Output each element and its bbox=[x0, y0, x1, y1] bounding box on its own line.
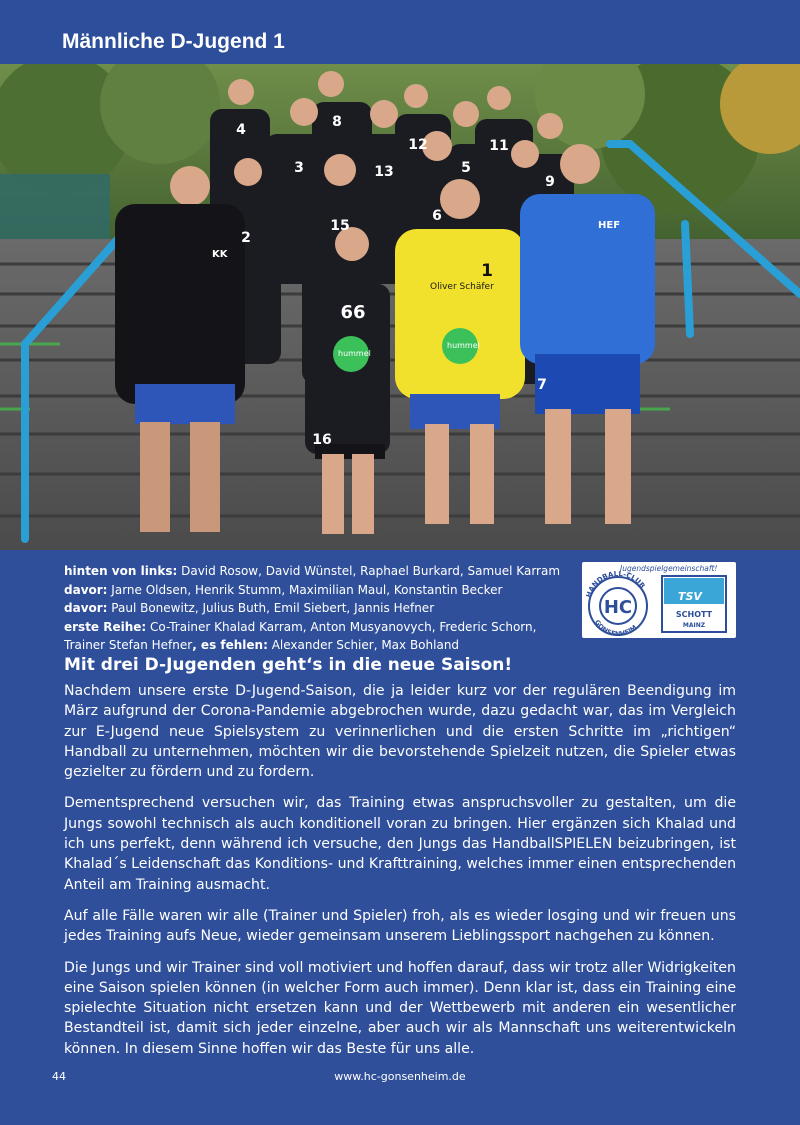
caption-line bbox=[64, 562, 584, 581]
jersey-number: 11 bbox=[489, 138, 509, 154]
jersey-number: 16 bbox=[312, 432, 332, 448]
jersey-number: 3 bbox=[294, 160, 304, 176]
caption-text: David Rosow, David Wünstel, Raphael Burkard, Samuel Karram bbox=[177, 564, 561, 578]
caption-line bbox=[64, 636, 584, 655]
jersey-number: 66 bbox=[340, 302, 366, 323]
jersey-number: 1 bbox=[481, 261, 493, 281]
caption-text: Alexander Schier, Max Bohland bbox=[267, 638, 460, 652]
logo-ring-top-text: HANDBALL-CLUB bbox=[584, 569, 647, 599]
jersey-number: 4 bbox=[236, 122, 246, 138]
footer-url: www.hc-gonsenheim.de bbox=[334, 1070, 466, 1083]
caption-label: , es fehlen: bbox=[192, 638, 268, 652]
article-headline: Mit drei D-Jugenden geht‘s in die neue Saison! bbox=[64, 655, 513, 675]
caption-text: Co-Trainer Khalad Karram, Anton Musyanovych, Frederic Schorn, bbox=[146, 619, 537, 634]
caption-line bbox=[64, 581, 584, 600]
jersey-number: 8 bbox=[332, 114, 342, 130]
article-body bbox=[64, 681, 736, 1070]
club-logo bbox=[582, 562, 736, 638]
article-paragraph: Nachdem unsere erste D-Jugend-Saison, die ja leider kurz vor der regulären Beendigung im März aufgrund der Corona-Pandemie abgebrochen wurde, dazu gedacht war, das im Vergleich zur E-Jugend neue Spielsystem zu verinnerlichen und die ersten Schritte im „richtigen“ Handball zu unternehmen, möchten wir die bevorstehende Spielzeit nutzen, die Spieler etwas gezielter zu fördern und zu fordern. bbox=[64, 683, 736, 781]
jersey-number: 12 bbox=[408, 137, 428, 153]
caption-text: Paul Bonewitz, Julius Buth, Emil Siebert, Jannis Hefner bbox=[107, 601, 435, 615]
ball-brand-text: hummel bbox=[447, 341, 480, 350]
jersey-number: 6 bbox=[432, 208, 442, 224]
ball-brand-text: hummel bbox=[338, 349, 371, 358]
logo-letters: HC bbox=[603, 597, 633, 618]
caption-line bbox=[64, 599, 584, 618]
article-paragraph: Dementsprechend versuchen wir, das Training etwas anspruchsvoller zu gestalten, um die Jungs sowohl technisch als auch konditionell voran zu bringen. Hier ergänzen sich Khalad und ich uns perfekt, denn während ich versuche, den Jungs das HandballSPIELEN beizubringen, ist Khalad´s Leidenschaft das Konditions- und Krafttraining, welches immer einen entsprechenden Anteil am Training ausmacht. bbox=[64, 795, 736, 893]
caption-text: Jarne Oldsen, Henrik Stumm, Maximilian Maul, Konstantin Becker bbox=[107, 582, 503, 597]
coach-initials: KK bbox=[212, 249, 228, 260]
page-header bbox=[0, 0, 800, 64]
jersey-number: 5 bbox=[461, 160, 471, 176]
hc-gonsenheim-emblem bbox=[585, 570, 647, 638]
photo-caption bbox=[64, 562, 584, 655]
caption-text: Trainer Stefan Hefner bbox=[64, 638, 193, 652]
logo-tagline: Jugendspielgemeinschaft! bbox=[620, 564, 718, 573]
caption-label: erste Reihe: bbox=[64, 619, 147, 634]
page-number: 44 bbox=[52, 1070, 66, 1083]
article-paragraph: Die Jungs und wir Trainer sind voll motiviert und hoffen darauf, dass wir trotz aller Widrigkeiten eine Saison spielen können (in welcher Form auch immer). Denn klar ist, dass ein Training eine spielechte Situation nicht ersetzen kann und der Wettbewerb mit anderen ein wesentlicher Bestandteil ist, damit sich jeder einzelne, aber auch wir als Mannschaft uns weiterentwickeln können. In diesem Sinne hoffen wir das Beste für uns alle. bbox=[64, 959, 736, 1057]
coach-initials: HEF bbox=[598, 220, 621, 231]
caption-label: davor: bbox=[64, 601, 108, 615]
jersey-number: 9 bbox=[545, 174, 555, 190]
sponsor-text: Oliver Schäfer bbox=[430, 282, 494, 292]
article-paragraph: Auf alle Fälle waren wir alle (Trainer und Spieler) froh, als es wieder losging und wir freuen uns jedes Training aufs Neue, wieder gemeinsam unserem Lieblingssport nachgehen zu können. bbox=[64, 907, 736, 945]
jersey-number: 13 bbox=[374, 164, 394, 180]
jersey-number: 15 bbox=[330, 218, 350, 234]
caption-label: davor: bbox=[64, 582, 108, 597]
jersey-number: 7 bbox=[537, 377, 547, 393]
logo-schott-text: SCHOTT bbox=[675, 610, 713, 619]
page-title: Männliche D-Jugend 1 bbox=[62, 30, 285, 53]
logo-ring-bottom-text: GONSENHEIM bbox=[592, 618, 639, 638]
caption-label: hinten von links: bbox=[64, 564, 178, 578]
logo-tsv-text: TSV bbox=[678, 590, 702, 603]
tsv-schott-emblem bbox=[662, 576, 726, 632]
team-photo bbox=[0, 64, 800, 550]
caption-line bbox=[64, 618, 584, 637]
jersey-number: 2 bbox=[241, 230, 251, 246]
logo-mainz-text: MAINZ bbox=[682, 622, 706, 629]
